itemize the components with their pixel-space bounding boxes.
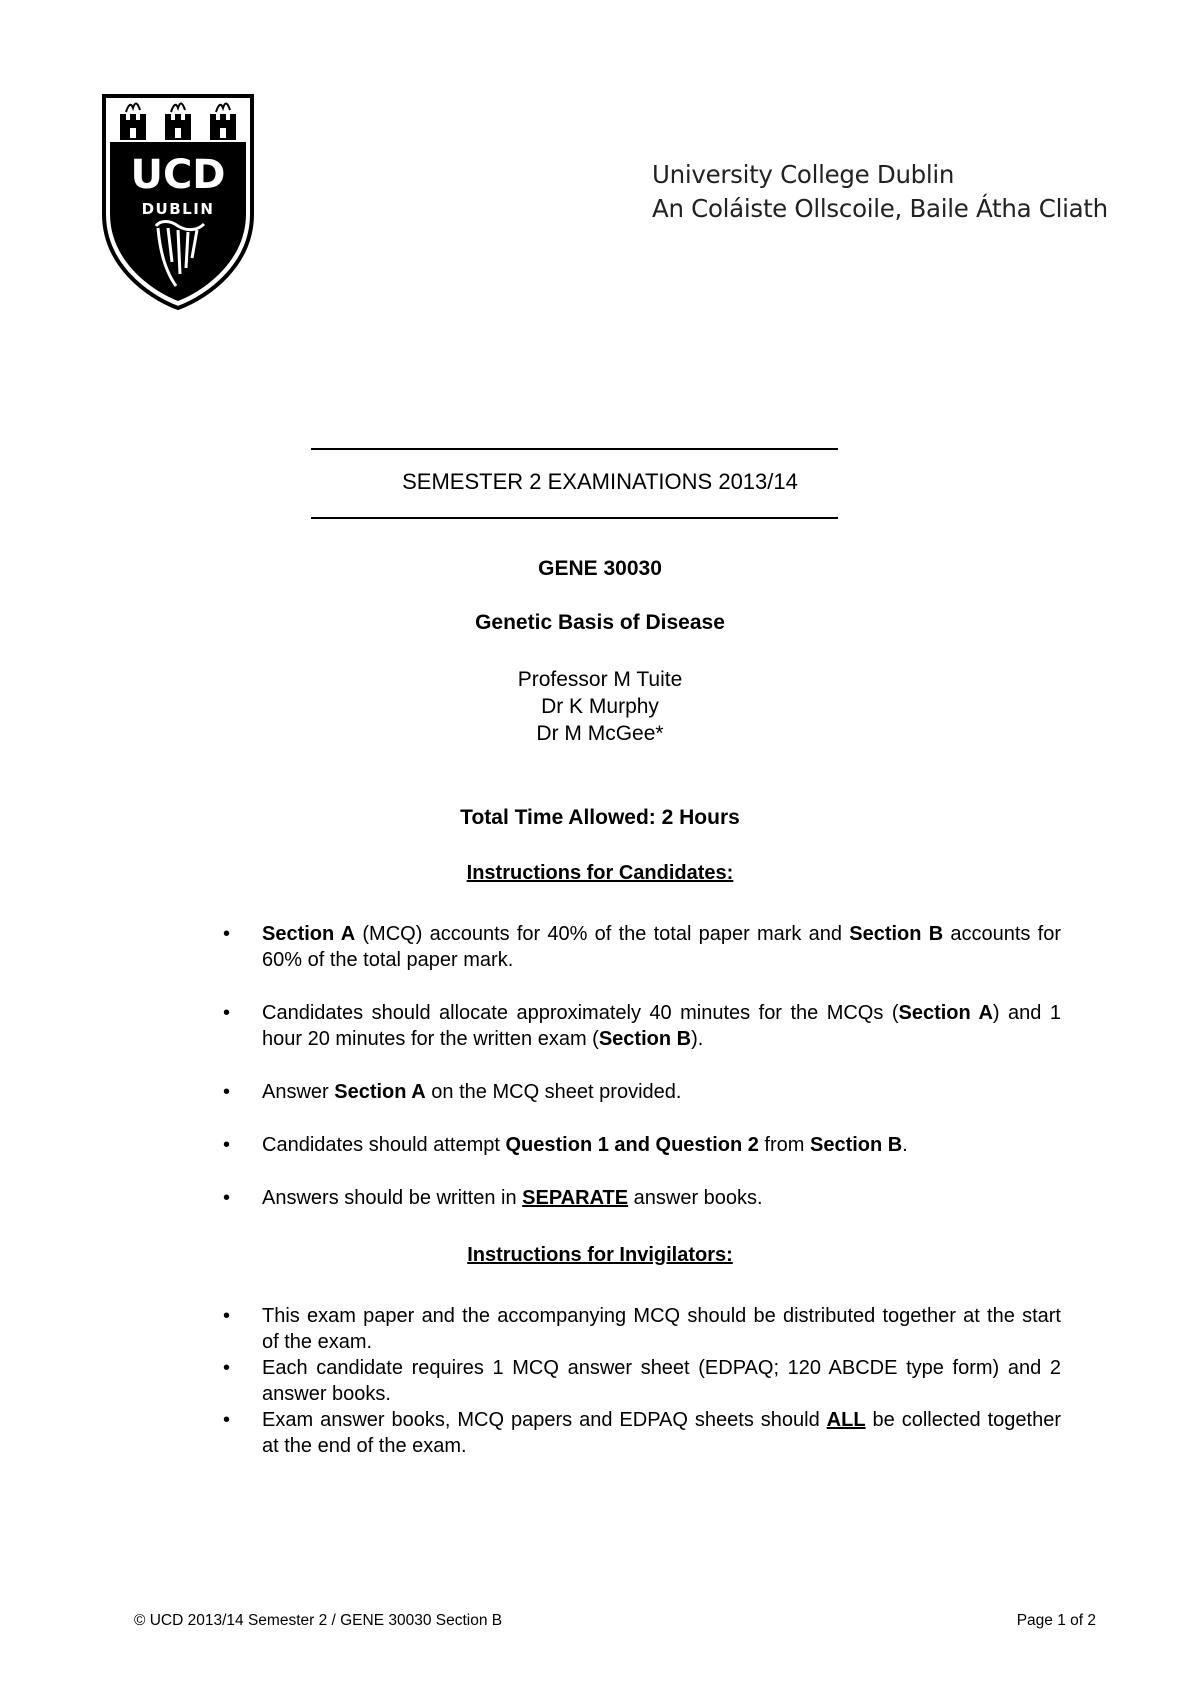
invigilators-heading: Instructions for Invigilators: <box>467 1244 733 1266</box>
instruction-text: Candidates should allocate approximately 40 minutes for the MCQs ( <box>262 1002 899 1024</box>
instruction-text: SEPARATE <box>522 1187 629 1209</box>
instruction-text: Candidates should attempt <box>262 1134 506 1156</box>
bullet-icon: • <box>223 1305 231 1327</box>
instruction-item <box>223 1407 1061 1459</box>
svg-text:UCD: UCD <box>130 152 226 198</box>
title-rule-bottom <box>311 517 838 519</box>
instruction-item <box>223 1132 1061 1158</box>
instruction-item <box>223 1303 1061 1355</box>
ucd-crest-logo <box>100 92 256 312</box>
instruction-text: This exam paper and the accompanying MCQ should be distributed together at the start of the exam. <box>262 1305 1061 1353</box>
instruction-text: on the MCQ sheet provided. <box>425 1081 682 1103</box>
page-number: Page 1 of 2 <box>1016 1612 1096 1629</box>
instruction-text: Exam answer books, MCQ papers and EDPAQ sheets should <box>262 1409 827 1431</box>
instruction-text: . <box>902 1134 908 1156</box>
instruction-text: Section B <box>810 1134 903 1156</box>
examiner: Dr M McGee* <box>536 722 664 745</box>
course-title: Genetic Basis of Disease <box>475 611 725 634</box>
instruction-item <box>223 1000 1061 1052</box>
instruction-text: Section A <box>334 1081 426 1103</box>
invigilator-instructions <box>223 1303 1061 1459</box>
instruction-text: Answer <box>262 1081 335 1103</box>
instruction-item <box>223 1355 1061 1407</box>
instruction-text: Each candidate requires 1 MCQ answer sheet (EDPAQ; 120 ABCDE type form) and 2 answer books. <box>262 1357 1061 1405</box>
candidates-heading: Instructions for Candidates: <box>466 862 734 884</box>
instruction-text: Answers should be written in <box>262 1187 523 1209</box>
exam-title: SEMESTER 2 EXAMINATIONS 2013/14 <box>402 469 798 494</box>
svg-text:DUBLIN: DUBLIN <box>141 200 215 218</box>
instruction-text: Section A <box>262 923 356 945</box>
footer-copyright: © UCD 2013/14 Semester 2 / GENE 30030 Section B <box>134 1612 503 1629</box>
title-rule-top <box>311 448 838 450</box>
instruction-text: from <box>758 1134 810 1156</box>
instruction-text: Section B <box>598 1028 692 1050</box>
instruction-text: answer books. <box>628 1187 763 1209</box>
instruction-item <box>223 1079 1061 1105</box>
instruction-item <box>223 921 1061 973</box>
candidate-instructions <box>223 921 1061 1211</box>
instruction-text: Section B <box>849 923 944 945</box>
examiner: Dr K Murphy <box>541 695 659 718</box>
instruction-item <box>223 1185 1061 1211</box>
instruction-text: Question 1 and Question 2 <box>505 1134 759 1156</box>
bullet-icon: • <box>223 1409 231 1431</box>
bullet-icon: • <box>223 1357 231 1379</box>
instruction-text: ). <box>691 1028 704 1050</box>
instruction-text: Section A <box>898 1002 993 1024</box>
bullet-icon: • <box>223 1134 231 1156</box>
university-name-english: University College Dublin <box>652 160 955 189</box>
bullet-icon: • <box>223 1187 231 1209</box>
instruction-text: ALL <box>826 1409 866 1431</box>
university-name-irish: An Coláiste Ollscoile, Baile Átha Cliath <box>652 194 1108 223</box>
examiner-list <box>0 666 1200 747</box>
university-name <box>652 158 1108 226</box>
instruction-text: ) and 1 hour 20 minutes for the written exam ( <box>262 1002 1061 1050</box>
bullet-icon: • <box>223 1081 231 1103</box>
examiner: Professor M Tuite <box>517 668 683 691</box>
bullet-icon: • <box>223 1002 231 1024</box>
time-allowed: Total Time Allowed: 2 Hours <box>460 806 740 829</box>
instruction-text: (MCQ) accounts for 40% of the total paper mark and <box>355 923 850 945</box>
instruction-text: be collected together at the end of the exam. <box>262 1409 1061 1457</box>
instruction-text: accounts for 60% of the total paper mark. <box>262 923 1061 971</box>
course-code: GENE 30030 <box>538 557 662 580</box>
bullet-icon: • <box>223 923 231 945</box>
